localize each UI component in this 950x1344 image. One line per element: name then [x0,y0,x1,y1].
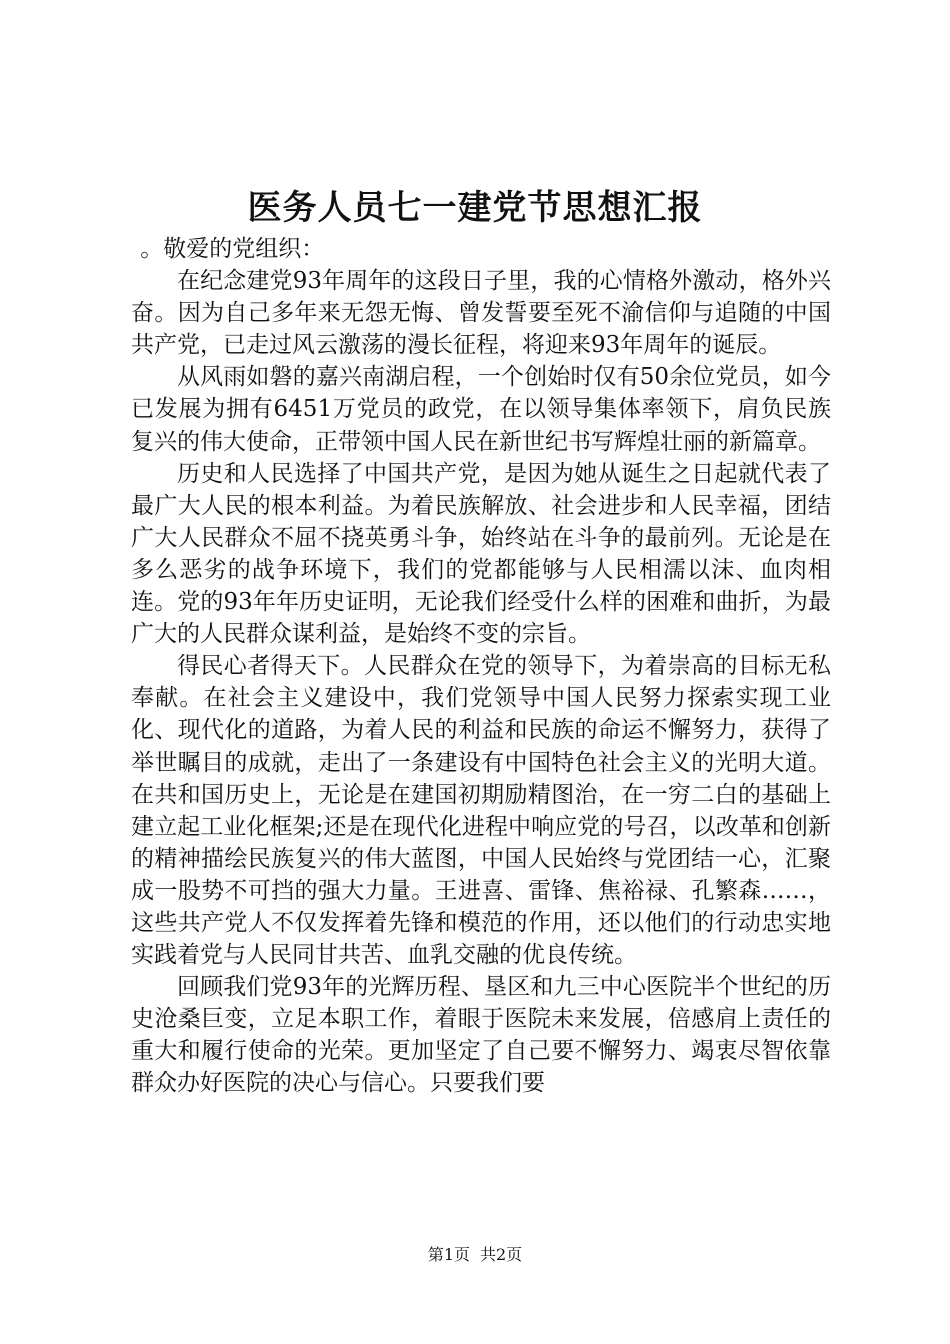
paragraph-1: 在纪念建党93年周年的这段日子里，我的心情格外激动，格外兴奋。因为自己多年来无怨无悔、曾发誓要至死不渝信仰与追随的中国共产党，已走过风云激荡的漫长征程，将迎来93年周年的诞辰。 [131,268,831,359]
page-number-total: 共2页 [480,1245,523,1264]
page-footer [0,1244,950,1266]
paragraph-5: 回顾我们党93年的光辉历程、垦区和九三中心医院半个世纪的历史沧桑巨变，立足本职工作，着眼于医院未来发展，倍感肩上责任的重大和履行使命的光荣。更加坚定了自己要不懈努力、竭衷尽智依靠群众办好医院的决心与信心。只要我们要 [131,974,831,1097]
paragraph-2: 从风雨如磐的嘉兴南湖启程，一个创始时仅有50余位党员，如今已发展为拥有6451万党员的政党，在以领导集体率领下，肩负民族复兴的伟大使命，正带领中国人民在新世纪书写辉煌壮丽的新篇章。 [131,364,831,455]
paragraph-3: 历史和人民选择了中国共产党，是因为她从诞生之日起就代表了最广大人民的根本利益。为着民族解放、社会进步和人民幸福，团结广大人民群众不屈不挠英勇斗争，始终站在斗争的最前列。无论是在多么恶劣的战争环境下，我们的党都能够与人民相濡以沫、血肉相连。党的93年年历史证明，无论我们经受什么样的困难和曲折，为最广大的人民群众谋利益，是始终不变的宗旨。 [131,460,831,648]
paragraph-4: 得民心者得天下。人民群众在党的领导下，为着崇高的目标无私奉献。在社会主义建设中，我们党领导中国人民努力探索实现工业化、现代化的道路，为着人民的利益和民族的命运不懈努力，获得了举世瞩目的成就，走出了一条建设有中国特色社会主义的光明大道。在共和国历史上，无论是在建国初期励精图治，在一穷二白的基础上建立起工业化框架;还是在现代化进程中响应党的号召，以改革和创新的精神描绘民族复兴的伟大蓝图，中国人民始终与党团结一心，汇聚成一股势不可挡的强大力量。王进喜、雷锋、焦裕禄、孔繁森……，这些共产党人不仅发挥着先锋和模范的作用，还以他们的行动忠实地实践着党与人民同甘共苦、血乳交融的优良传统。 [131,653,831,969]
document-body [131,233,831,1100]
page-number-current: 第1页 [427,1245,470,1264]
salutation: 。敬爱的党组织： [140,236,325,262]
document-title: 医务人员七一建党节思想汇报 [247,188,703,228]
